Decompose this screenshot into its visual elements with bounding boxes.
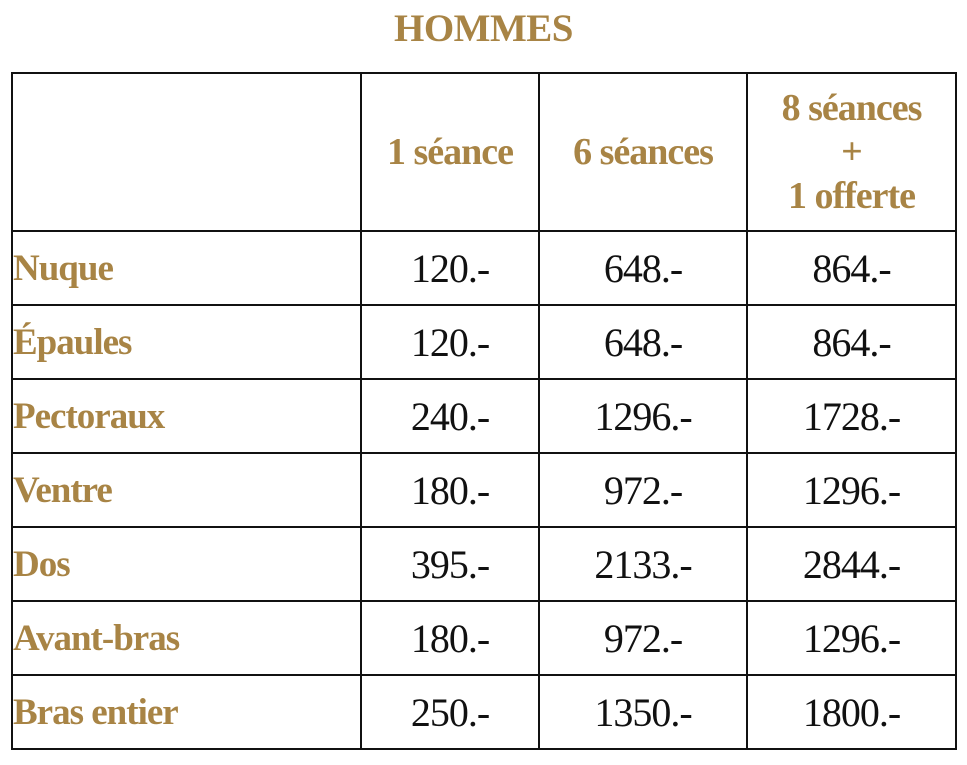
price-eight-sessions: 1296.- [747, 453, 956, 527]
header-eight-sessions [747, 73, 956, 231]
row-label: Bras entier [12, 675, 361, 749]
header-one-session: 1 séance [361, 73, 539, 231]
price-six-sessions: 648.- [539, 231, 747, 305]
price-one-session: 250.- [361, 675, 539, 749]
price-eight-sessions: 1296.- [747, 601, 956, 675]
price-six-sessions: 2133.- [539, 527, 747, 601]
price-one-session: 240.- [361, 379, 539, 453]
row-label: Dos [12, 527, 361, 601]
price-one-session: 120.- [361, 305, 539, 379]
header-eight-sessions-line1: 8 séances [781, 87, 922, 129]
table-row [12, 379, 956, 453]
table-row [12, 305, 956, 379]
row-label: Avant-bras [12, 601, 361, 675]
price-six-sessions: 1296.- [539, 379, 747, 453]
price-table [11, 72, 957, 750]
price-eight-sessions: 1728.- [747, 379, 956, 453]
table-row [12, 527, 956, 601]
table-row [12, 453, 956, 527]
row-label: Ventre [12, 453, 361, 527]
price-one-session: 180.- [361, 453, 539, 527]
table-row [12, 675, 956, 749]
header-eight-sessions-plus: + [841, 131, 862, 173]
row-label: Pectoraux [12, 379, 361, 453]
price-eight-sessions: 1800.- [747, 675, 956, 749]
price-eight-sessions: 864.- [747, 305, 956, 379]
price-eight-sessions: 2844.- [747, 527, 956, 601]
page-title: HOMMES [394, 7, 573, 50]
table-row [12, 231, 956, 305]
row-label: Épaules [12, 305, 361, 379]
price-one-session: 180.- [361, 601, 539, 675]
price-six-sessions: 1350.- [539, 675, 747, 749]
table-header-row [12, 73, 956, 231]
price-six-sessions: 972.- [539, 601, 747, 675]
price-six-sessions: 972.- [539, 453, 747, 527]
price-one-session: 120.- [361, 231, 539, 305]
price-six-sessions: 648.- [539, 305, 747, 379]
price-one-session: 395.- [361, 527, 539, 601]
header-corner-cell [12, 73, 361, 231]
price-eight-sessions: 864.- [747, 231, 956, 305]
header-six-sessions: 6 séances [539, 73, 747, 231]
header-eight-sessions-line3: 1 offerte [787, 175, 916, 217]
table-row [12, 601, 956, 675]
row-label: Nuque [12, 231, 361, 305]
